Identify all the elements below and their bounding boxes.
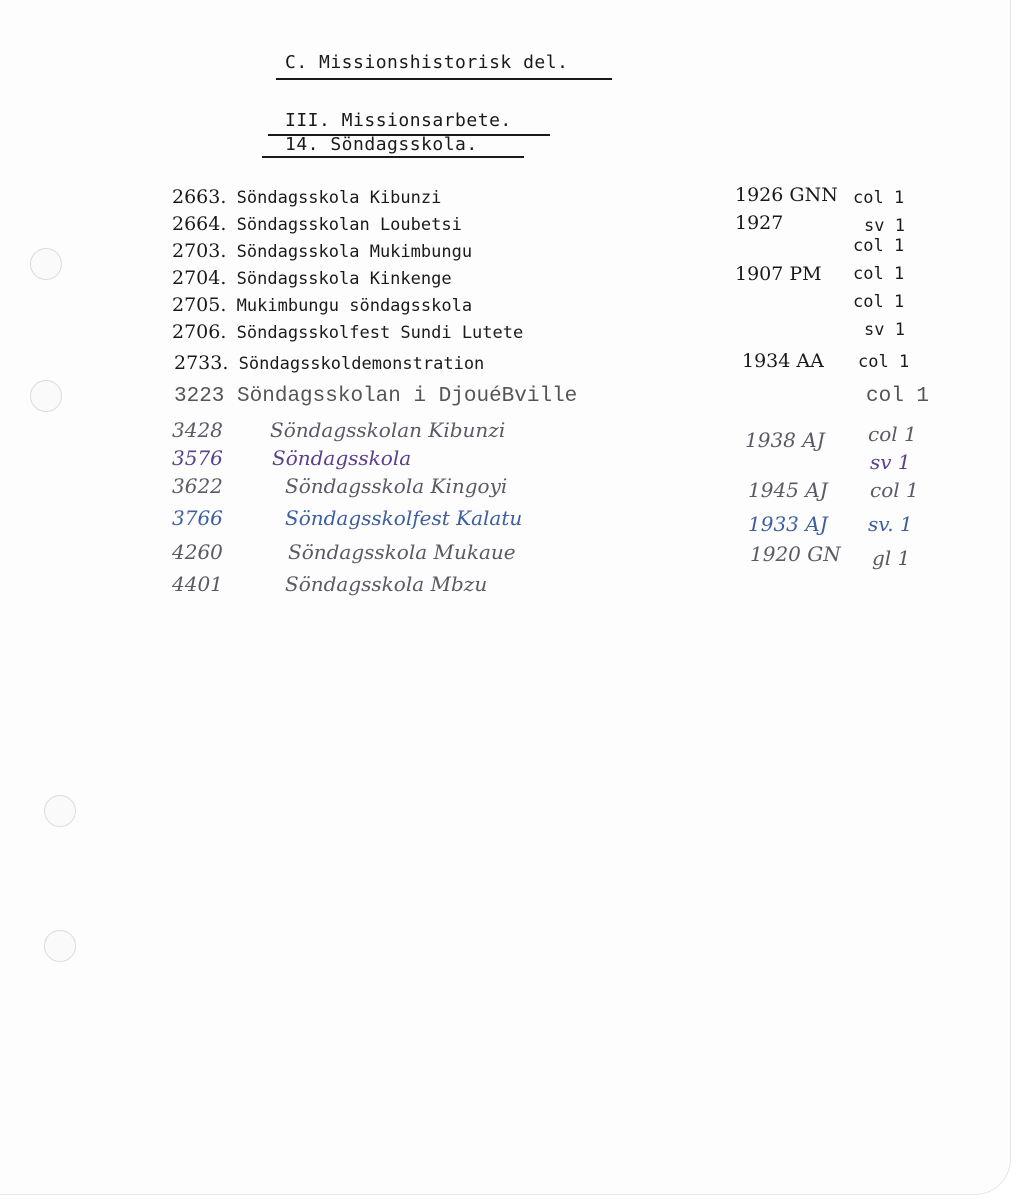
handwritten-title: Söndagsskola Mbzu xyxy=(285,572,488,596)
handwritten-year: 1938 AJ xyxy=(745,428,825,452)
handwritten-year: 1933 AJ xyxy=(748,512,828,536)
entry-row: 2706. Söndagsskolfest Sundi Lutete xyxy=(172,321,524,343)
entry-type: col 1 xyxy=(853,236,905,256)
handwritten-type: sv. 1 xyxy=(868,512,913,536)
handwritten-number: 3766 xyxy=(172,506,223,530)
handwritten-year: 1920 GN xyxy=(750,542,841,566)
punch-hole xyxy=(44,795,76,827)
heading-underline xyxy=(276,78,612,80)
handwritten-number: 3622 xyxy=(172,474,223,498)
handwritten-title: Söndagsskola Kingoyi xyxy=(285,474,508,498)
handwritten-year: 1945 AJ xyxy=(748,478,828,502)
entry-type: col 1 xyxy=(866,385,930,408)
handwritten-type: col 1 xyxy=(870,478,919,502)
handwritten-number: 4260 xyxy=(172,540,223,564)
punch-hole xyxy=(30,248,62,280)
entry-type: col 1 xyxy=(853,264,905,284)
heading-underline xyxy=(262,156,524,158)
entry-year: 1926 GNN xyxy=(735,184,838,206)
entry-row: 2704. Söndagsskola Kinkenge xyxy=(172,267,452,289)
entry-year: 1934 AA xyxy=(742,350,824,372)
subsection-heading: III. Missionsarbete. xyxy=(285,110,512,131)
handwritten-type: col 1 xyxy=(868,422,917,446)
handwritten-number: 4401 xyxy=(172,572,223,596)
entry-row: 3223 Söndagsskolan i DjouéBville xyxy=(174,385,578,408)
entry-type: col 1 xyxy=(858,352,910,372)
handwritten-number: 3428 xyxy=(172,418,223,442)
entry-year: 1907 PM xyxy=(735,263,822,285)
entry-row: 2733. Söndagsskoldemonstration xyxy=(174,352,485,374)
entry-type: col 1 xyxy=(853,188,905,208)
topic-heading: 14. Söndagsskola. xyxy=(285,134,478,155)
handwritten-title: Söndagsskolfest Kalatu xyxy=(285,506,523,530)
entry-type: sv 1 xyxy=(864,216,905,236)
handwritten-type: gl 1 xyxy=(872,546,911,570)
entry-row: 2663. Söndagsskola Kibunzi xyxy=(172,186,442,208)
handwritten-title: Söndagsskola Mukaue xyxy=(288,540,516,564)
handwritten-title: Söndagsskolan Kibunzi xyxy=(270,418,506,442)
entry-row: 2664. Söndagsskolan Loubetsi xyxy=(172,213,462,235)
punch-hole xyxy=(30,380,62,412)
section-heading: C. Missionshistorisk del. xyxy=(285,52,569,73)
handwritten-number: 3576 xyxy=(172,446,223,470)
entry-row: 2705. Mukimbungu söndagsskola xyxy=(172,294,473,316)
handwritten-title: Söndagsskola xyxy=(272,446,412,470)
punch-hole xyxy=(44,930,76,962)
entry-row: 2703. Söndagsskola Mukimbungu xyxy=(172,240,473,262)
entry-type: col 1 xyxy=(853,292,905,312)
handwritten-type: sv 1 xyxy=(870,450,911,474)
entry-year: 1927 xyxy=(735,212,784,234)
entry-type: sv 1 xyxy=(864,320,905,340)
